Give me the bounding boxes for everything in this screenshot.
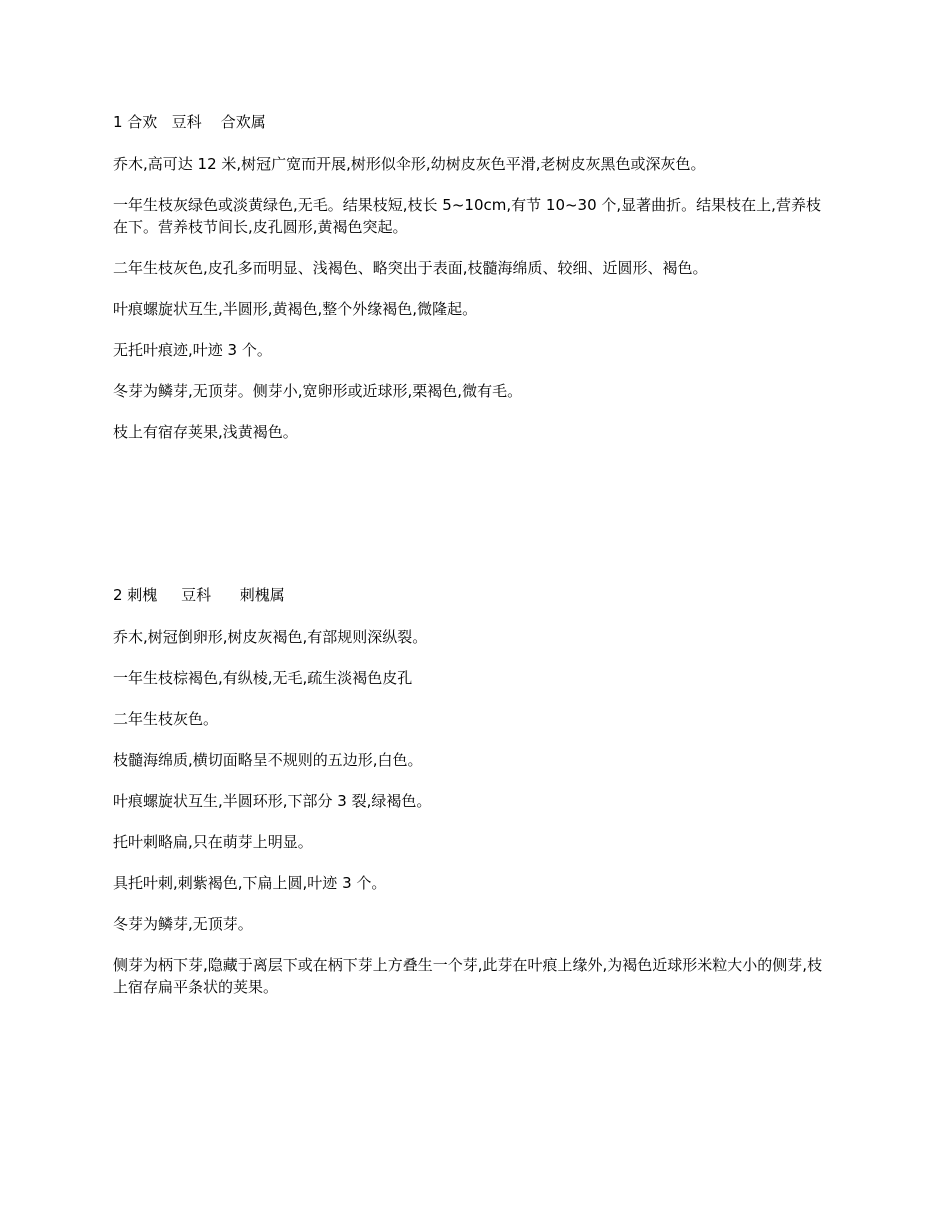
paragraph: 无托叶痕迹,叶迹 3 个。 [113,341,272,359]
paragraph: 乔木,树冠倒卵形,树皮灰褐色,有部规则深纵裂。 [113,628,428,646]
paragraph: 乔木,高可达 12 米,树冠广宽而开展,树形似伞形,幼树皮灰色平滑,老树皮灰黑色或深灰色。 [113,155,706,173]
paragraph: 二年生枝灰色。 [113,710,219,728]
section-heading: 1 合欢 豆科 合欢属 [113,113,266,131]
section-robinia [113,584,833,1017]
section-albizia [113,111,833,462]
paragraph: 一年生枝棕褐色,有纵棱,无毛,疏生淡褐色皮孔 [113,669,413,687]
paragraph: 二年生枝灰色,皮孔多而明显、浅褐色、略突出于表面,枝髓海绵质、较细、近圆形、褐色。 [113,259,708,277]
paragraph: 侧芽为柄下芽,隐藏于离层下或在柄下芽上方叠生一个芽,此芽在叶痕上缘外,为褐色近球形米粒大小的侧芽,枝上宿存扁平条状的荚果。 [113,956,823,996]
section-heading: 2 刺槐 豆科 刺槐属 [113,586,285,604]
paragraph: 冬芽为鳞芽,无顶芽。侧芽小,宽卵形或近球形,栗褐色,微有毛。 [113,382,523,400]
paragraph: 托叶刺略扁,只在萌芽上明显。 [113,833,313,851]
paragraph: 具托叶刺,刺紫褐色,下扁上圆,叶迹 3 个。 [113,874,387,892]
paragraph: 叶痕螺旋状互生,半圆形,黄褐色,整个外缘褐色,微隆起。 [113,300,478,318]
paragraph: 冬芽为鳞芽,无顶芽。 [113,915,253,933]
paragraph: 枝上有宿存荚果,浅黄褐色。 [113,423,298,441]
paragraph: 一年生枝灰绿色或淡黄绿色,无毛。结果枝短,枝长 5~10cm,有节 10~30 个,显著曲折。结果枝在上,营养枝在下。营养枝节间长,皮孔圆形,黄褐色突起。 [113,196,821,236]
paragraph: 枝髓海绵质,横切面略呈不规则的五边形,白色。 [113,751,423,769]
paragraph: 叶痕螺旋状互生,半圆环形,下部分 3 裂,绿褐色。 [113,792,432,810]
